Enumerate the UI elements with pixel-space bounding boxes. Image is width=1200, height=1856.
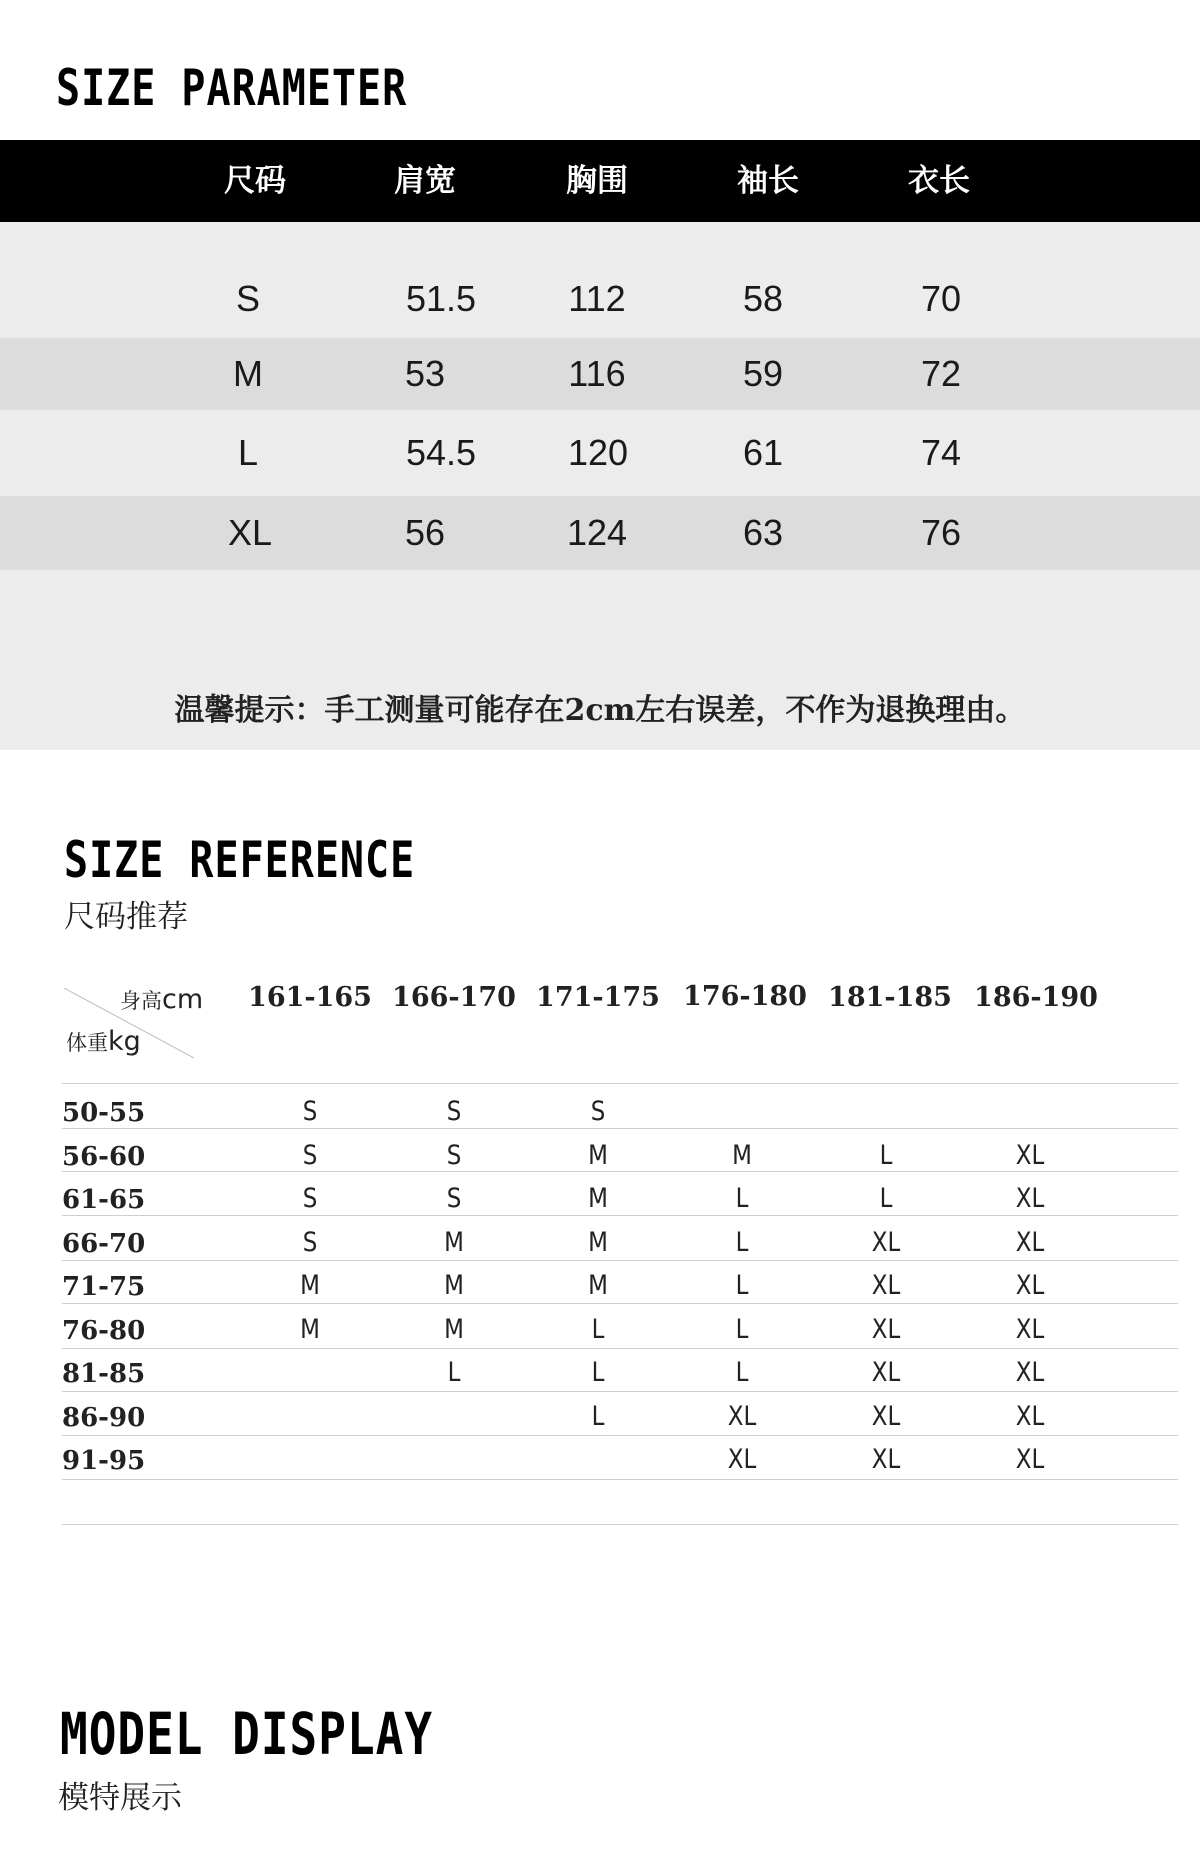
table-cell: L [237,432,259,473]
recommended-size-cell: XL [1015,1183,1045,1214]
column-header-chest: 胸围 [566,163,628,199]
table-cell: 51.5 [405,278,477,319]
recommended-size-cell: L [447,1357,461,1388]
column-header-shoulder: 肩宽 [394,163,456,199]
column-header-sleeve: 袖长 [737,163,799,199]
table-cell: 124 [566,512,628,553]
recommended-size-cell: XL [1015,1401,1045,1432]
recommended-size-cell: XL [1015,1314,1045,1345]
recommended-size-cell: XL [871,1227,901,1258]
table-cell: 74 [920,432,962,473]
row-divider [62,1391,1178,1392]
weight-axis-label: 体重kg [66,1026,141,1057]
height-range-header: 186-190 [974,982,1098,1013]
recommended-size-cell: S [302,1096,318,1127]
recommended-size-cell: XL [871,1357,901,1388]
recommended-size-cell: M [588,1270,608,1301]
recommended-size-cell: M [588,1183,608,1214]
table-cell: 54.5 [405,432,477,473]
table-cell: M [233,353,263,394]
recommended-size-cell: L [591,1357,605,1388]
recommended-size-cell: M [300,1314,320,1345]
recommended-size-cell: XL [871,1314,901,1345]
table-cell: 53 [404,353,446,394]
recommended-size-cell: XL [871,1270,901,1301]
size-table-header [0,140,1200,222]
table-row [0,338,1200,410]
weight-range-label: 56-60 [62,1142,146,1172]
table-cell: 120 [567,432,629,473]
height-range-header: 181-185 [828,982,952,1013]
row-divider [62,1215,1178,1216]
table-cell: 63 [742,512,784,553]
weight-range-label: 86-90 [62,1403,146,1433]
row-divider [62,1348,1178,1349]
recommended-size-cell: S [446,1183,462,1214]
weight-range-label: 66-70 [62,1229,146,1259]
table-cell: 116 [568,353,626,394]
recommended-size-cell: L [735,1227,749,1258]
recommended-size-cell: L [735,1314,749,1345]
size-reference-heading: SIZE REFERENCE [64,832,416,890]
recommended-size-cell: M [300,1270,320,1301]
recommended-size-cell: S [302,1183,318,1214]
recommended-size-cell: M [588,1140,608,1171]
row-divider [62,1171,1178,1172]
recommended-size-cell: L [735,1183,749,1214]
row-divider [62,1435,1178,1436]
recommended-size-cell: XL [1015,1357,1045,1388]
recommended-size-cell: M [444,1314,464,1345]
column-header-length: 衣长 [908,163,970,199]
table-row [0,496,1200,570]
recommended-size-cell: L [591,1314,605,1345]
model-display-heading: MODEL DISPLAY [60,1700,434,1768]
table-cell: 59 [742,353,784,394]
model-display-subheading: 模特展示 [58,1780,182,1816]
height-range-header: 176-180 [683,981,807,1012]
size-parameter-heading: SIZE PARAMETER [56,60,408,118]
weight-range-label: 91-95 [62,1446,146,1476]
recommended-size-cell: XL [727,1401,757,1432]
table-cell: S [235,278,260,319]
recommended-size-cell: S [590,1096,606,1127]
weight-range-label: 71-75 [62,1272,146,1302]
weight-range-label: 76-80 [62,1316,146,1346]
height-range-header: 171-175 [536,982,660,1013]
recommended-size-cell: XL [871,1444,901,1475]
row-divider [62,1083,1178,1084]
size-reference-subheading: 尺码推荐 [64,899,188,935]
table-cell: 112 [568,278,626,319]
recommended-size-cell: L [591,1401,605,1432]
row-divider [62,1260,1178,1261]
table-cell: 72 [920,353,962,394]
size-table-body [0,222,1200,750]
recommended-size-cell: M [444,1270,464,1301]
recommended-size-cell: XL [1015,1227,1045,1258]
recommended-size-cell: L [735,1357,749,1388]
table-cell: 76 [920,512,962,553]
recommended-size-cell: L [735,1270,749,1301]
table-cell: 70 [920,278,962,319]
recommended-size-cell: S [446,1140,462,1171]
height-range-header: 161-165 [248,982,372,1013]
table-cell: 61 [742,432,784,473]
table-cell: XL [227,512,273,553]
recommended-size-cell: S [302,1140,318,1171]
recommended-size-cell: XL [1015,1140,1045,1171]
recommended-size-cell: L [879,1140,893,1171]
measurement-note: 温馨提示：手工测量可能存在2cm左右误差，不作为退换理由。 [174,693,1026,728]
recommended-size-cell: XL [1015,1270,1045,1301]
row-divider [62,1479,1178,1480]
table-cell: 58 [742,278,784,319]
table-row [0,260,1200,338]
recommended-size-cell: S [302,1227,318,1258]
height-axis-label: 身高cm [120,984,204,1015]
reference-corner-header [64,984,204,1058]
row-divider [62,1303,1178,1304]
recommended-size-cell: XL [871,1401,901,1432]
recommended-size-cell: L [879,1183,893,1214]
row-divider [62,1128,1178,1129]
recommended-size-cell: S [446,1096,462,1127]
recommended-size-cell: M [444,1227,464,1258]
row-divider [62,1524,1178,1525]
recommended-size-cell: XL [727,1444,757,1475]
weight-range-label: 61-65 [62,1185,146,1215]
weight-range-label: 50-55 [62,1098,146,1128]
height-range-header: 166-170 [392,982,516,1013]
recommended-size-cell: M [588,1227,608,1258]
column-header-size: 尺码 [224,163,286,199]
table-row [0,410,1200,496]
table-cell: 56 [404,512,446,553]
recommended-size-cell: M [732,1140,752,1171]
weight-range-label: 81-85 [62,1359,146,1389]
recommended-size-cell: XL [1015,1444,1045,1475]
